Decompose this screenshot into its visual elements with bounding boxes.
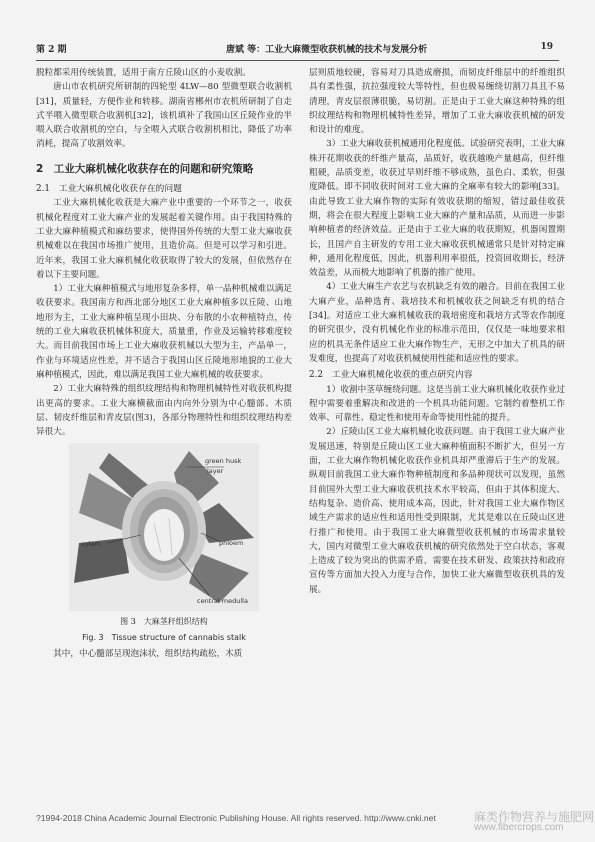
figure-3 [36,443,292,645]
paragraph: 1）工业大麻种植模式与地形复杂多样，单一品种机械难以满足收获要求。我国南方和西北部分地区工业大麻种植多以丘陵、山地地形为主，工业大麻种植呈现小田块、分布散的小农种植特点，传统的工业大麻收获机械体积庞大，质量重，作业及运输转移难度较大。而目前我国市场上工业大麻收获机械以大型为主，产品单一，作业与环境适应性差，并不适合于我国山区丘陵地形地貌的工业大麻种植模式，因此，难以满足我国工业大麻机械的收获要求。 [36,284,292,380]
watermark-url: www.fibercrops.com [474,822,564,833]
copyright-text: ?1994-2018 China Academic Journal Electronic Publishing House. All rights reserved. http://www.cnki.net [36,813,436,823]
paragraph: 层则质地较硬，容易对刀具造成磨损，而韧皮纤维层中的纤维组织具有柔性强，抗拉强度较大等特性，但也极易缠绕切割刀具且不易清理，青皮层很薄很脆，易切割。正是由于工业大麻这种特殊的组织纹理结构和物理机械特性差异，增加了工业大麻收获机械的研发和设计的难度。 [309,68,565,136]
running-header [36,42,559,56]
figure-caption-cn: 图 3 大麻茎秆组织结构 [120,617,208,627]
label-central-medulla: central medulla [197,597,248,606]
paragraph: 唐山市农机研究所研制的四轮型 4LW—80 型微型联合收割机[31]，质量轻，方便作业和转移。湖南省郴州市农机所研制了自走式半喂入微型联合收割机[32]，该机填补了我国山区丘陵作业的半喂入联合收割机的空白，与全喂入式联合收割机相比，降低了功率消耗，提高了收割效率。 [36,82,292,150]
paragraph: 工业大麻机械化收获是大麻产业中重要的一个环节之一，收获机械化程度对工业大麻产业的发展起着关键作用。由于我国特殊的工业大麻种植模式和麻纺要求，使得国外传统的大型工业大麻收获机械难以在我国市场推广使用，且造价高。但是可以学习和引进。近年来，我国工业大麻机械化收获取得了较大的发展，但依然存在着以下主要问题。 [36,198,292,280]
paragraph: 2）工业大麻特殊的组织纹理结构和物理机械特性对收获机构提出更高的要求。工业大麻横截面由内向外分别为中心髓部、木质层、韧皮纤维层和青皮层(图3)，各部分物理特性和组织纹理结构差异很大。 [36,384,292,438]
page-number: 19 [540,42,553,52]
header-rule [36,60,559,61]
stalk-cross-section-photo [69,443,259,611]
left-column [36,66,292,661]
paragraph: 脱粒都采用传统装置，适用于南方丘陵山区的小麦收割。 [36,68,251,78]
paragraph: 4）工业大麻生产农艺与农机缺乏有效的融合。目前在我国工业大麻产业，品种选育、栽培技术和机械收获之间缺乏有机的结合[34]。对适应工业大麻机械收获的栽培密度和栽培方式等农作制度的研究很少，没有机械化作业的标准示范田，仅仅是一味地要求相应的机具无条件适应工业大麻作物生产，无形之中加大了机具的研发难度，也提高了对收获机械使用性能和适应性的要求。 [309,282,565,364]
watermark-cn: 麻类作物营养与施肥网 [474,810,595,824]
subsection-heading: 2.2 工业大麻机械化收获的重点研究内容 [309,370,473,381]
label-green-husk: green husk [205,457,242,466]
running-title: 唐斌 等：工业大麻微型收获机械的技术与发展分析 [226,45,428,55]
paragraph: 3）工业大麻收获机械通用化程度低。试验研究表明，工业大麻株开花期收获的纤维产量高，品质好，收获越晚产量越高，但纤维粗硬，品质变差，收获过早则纤维不够成熟，虽色白、柔软，但强度降低。即不同收获时间对工业大麻的全麻率有较大的影响[33]。由此导致工业大麻作物的实际有效收获期的缩短，错过最佳收获期，将会在很大程度上影响工业大麻的产量和品质，从而进一步影响种植者的经济效益。正是由于工业大麻的收获期短，机器闲置期长，且国产自主研发的专用工业大麻收获机械通常只是针对特定麻种，通用化程度低，因此，机器利用率很低，投资回收期长，经济效益差，从而极大地影响了机器的推广使用。 [309,139,565,279]
right-column [309,66,565,597]
section-heading: 2 工业大麻机械化收获存在的问题和研究策略 [36,162,254,175]
subsection-heading: 2.1 工业大麻机械化收获存在的问题 [36,184,182,195]
figure-caption-en: Fig. 3 Tissue structure of cannabis stalk [82,632,246,642]
label-layer: layer [207,467,224,476]
paragraph: 其中，中心髓部呈现泡沫状，组织结构疏松，木质 [53,649,243,660]
label-xylem: xylem [81,540,101,549]
issue-number: 第 2 期 [36,45,67,55]
paragraph: 2）丘陵山区工业大麻机械化收获问题。由于我国工业大麻产业发展迅速，特别是丘陵山区工业大麻种植面积不断扩大，但另一方面，工业大麻作物机械化收获作业机具却严重滞后于生产的发展。纵观目前我国工业大麻作物种植制度和多品种现状可以发现，虽然目前国外大型工业大麻收获机技术水平较高，但由于其体积庞大、结构复杂、造价高、使用成本高，因此，针对我国工业大麻作物区域生产需求的适应性和适用性受到限制，尤其是难以在丘陵山区进行推广和使用。由于我国工业大麻微型收获机械的市场需求量较大，国内对微型工业大麻收获机械的研究依然处于空白状态，客观上造成了较为突出的供需矛盾，需要在技术研发、政策扶持和政府宣传等方面加大投入力度与合作，加快工业大麻微型收获机具的发展。 [309,427,565,595]
paragraph: 1）收割中茎草缠绕问题。这是当前工业大麻机械化收获作业过程中需要着重解决和改进的一个机具功能问题。它制约着整机工作效率、可靠性、稳定性和使用寿命等使用性能的提升。 [309,384,565,424]
stalk-illustration [69,443,259,611]
label-phloem: phloem [219,539,244,548]
